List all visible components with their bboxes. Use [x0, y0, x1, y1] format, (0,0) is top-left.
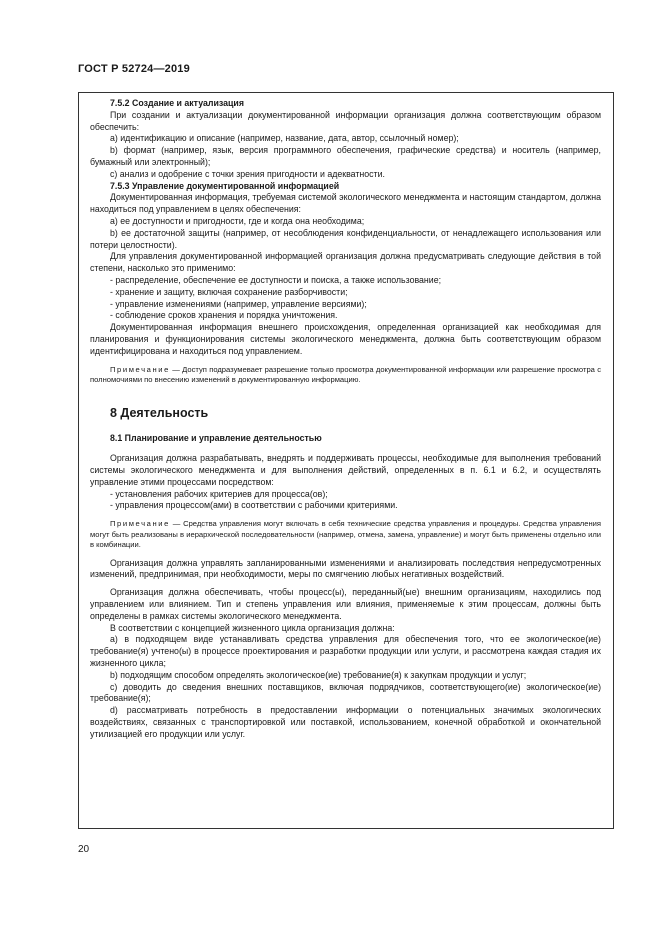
list-item: c) анализ и одобрение с точки зрения пригодности и адекватности. [110, 168, 385, 179]
page-frame [78, 92, 614, 829]
list-item: a) ее доступности и пригодности, где и когда она необходима; [110, 215, 365, 226]
page-number: 20 [78, 844, 90, 855]
list-item: b) ее достаточной защиты (например, от несоблюдения конфиденциальности, от ненадлежащего использования или потери целостности). [90, 227, 601, 250]
list-item: a) в подходящем виде устанавливать средства управления для обеспечения того, что ее экологическое(ие) требование(я) учтено(ы) в процессе проектирования и разработки продукции или услуги, и рассмотрена каждая стадия их жизненного цикла; [90, 634, 601, 668]
paragraph: В соответствии с концепцией жизненного цикла организация должна: [110, 622, 395, 633]
list-item: a) идентификацию и описание (например, название, дата, автор, ссылочный номер); [110, 133, 459, 144]
dash-item: - соблюдение сроков хранения и порядка уничтожения. [110, 310, 338, 321]
section-heading-8: 8 Деятельность [110, 405, 209, 420]
section-heading-7-5-2: 7.5.2 Создание и актуализация [110, 98, 244, 108]
note-text: — Средства управления могут включать в себя технические средства управления и процедуры. Средства управления могут быть реализованы в иерархической последовательности (например, отмена, замена, управление) и могут быть применены отдельно или в комбинации. [90, 519, 601, 550]
note [90, 365, 601, 386]
paragraph: Организация должна управлять запланированными изменениями и анализировать последствия непредусмотренных изменений, предпринимая, при необходимости, меры по смягчению любых негативных воздействий. [90, 557, 601, 580]
list-item: c) доводить до сведения внешних поставщиков, включая подрядчиков, соответствующего(ие) экологическое(ие) требование(я); [90, 681, 601, 704]
paragraph: Документированная информация внешнего происхождения, определенная организацией как необходимая для планирования и функционирования системы экологического менеджмента, должна быть соответствующим образом идентифицирована и находиться под управлением. [90, 322, 601, 356]
dash-item: - распределение, обеспечение ее доступности и поиска, а также использование; [110, 274, 442, 285]
list-item: b) формат (например, язык, версия программного обеспечения, графические средства) и носитель (например, бумажный или электронный); [90, 145, 601, 167]
note-text: — Доступ подразумевает разрешение только просмотра документированной информации или разрешение просмотра с полномочиями по внесению изменений в документированную информацию. [90, 364, 601, 385]
paragraph: Организация должна разрабатывать, внедрять и поддерживать процессы, необходимые для выполнения требований системы экологического менеджмента и для выполнения действий, определенных в п. 6.1 и 6.2, и осуществлять управление этими процессами посредством: [90, 453, 601, 487]
dash-item: - управление изменениями (например, управление версиями); [110, 298, 367, 309]
note [90, 519, 601, 551]
paragraph: Для управления документированной информацией организация должна предусматривать следующие действия в той степени, насколько это применимо: [90, 251, 601, 274]
note-label: Примечание [110, 519, 170, 529]
document-header: ГОСТ Р 52724—2019 [78, 63, 190, 75]
list-item: d) рассматривать потребность в предоставлении информации о потенциальных значимых экологических воздействиях, связанных с транспортировкой или поставкой, использованием, конечной обработкой и окончательной утилизацией его продукции или услуг. [90, 705, 601, 739]
paragraph: Документированная информация, требуемая системой экологического менеджмента и настоящим стандартом, должна находиться под управлением в целях обеспечения: [90, 192, 602, 215]
section-heading-7-5-3: 7.5.3 Управление документированной информацией [110, 180, 340, 191]
section-heading-8-1: 8.1 Планирование и управление деятельностью [110, 433, 322, 444]
note-label: Примечание [110, 364, 170, 374]
paragraph: Организация должна обеспечивать, чтобы процесс(ы), переданный(ые) внешним организациям, находились под управлением или влиянием. Тип и степень управления или влияния, применяемые к этим процессам, должны быть определены в рамках системы экологического менеджмента. [90, 587, 601, 621]
dash-item: - управления процессом(ами) в соответствии с рабочими критериями. [110, 500, 398, 511]
list-item: b) подходящим способом определять экологическое(ие) требование(я) к закупкам продукции и услуг; [110, 669, 527, 680]
dash-item: - установления рабочих критериев для процесса(ов); [110, 488, 328, 499]
dash-item: - хранение и защиту, включая сохранение разборчивости; [110, 286, 348, 297]
paragraph: При создании и актуализации документированной информации организация должна соответствующим образом обеспечить: [90, 109, 601, 132]
page-content [90, 98, 601, 741]
